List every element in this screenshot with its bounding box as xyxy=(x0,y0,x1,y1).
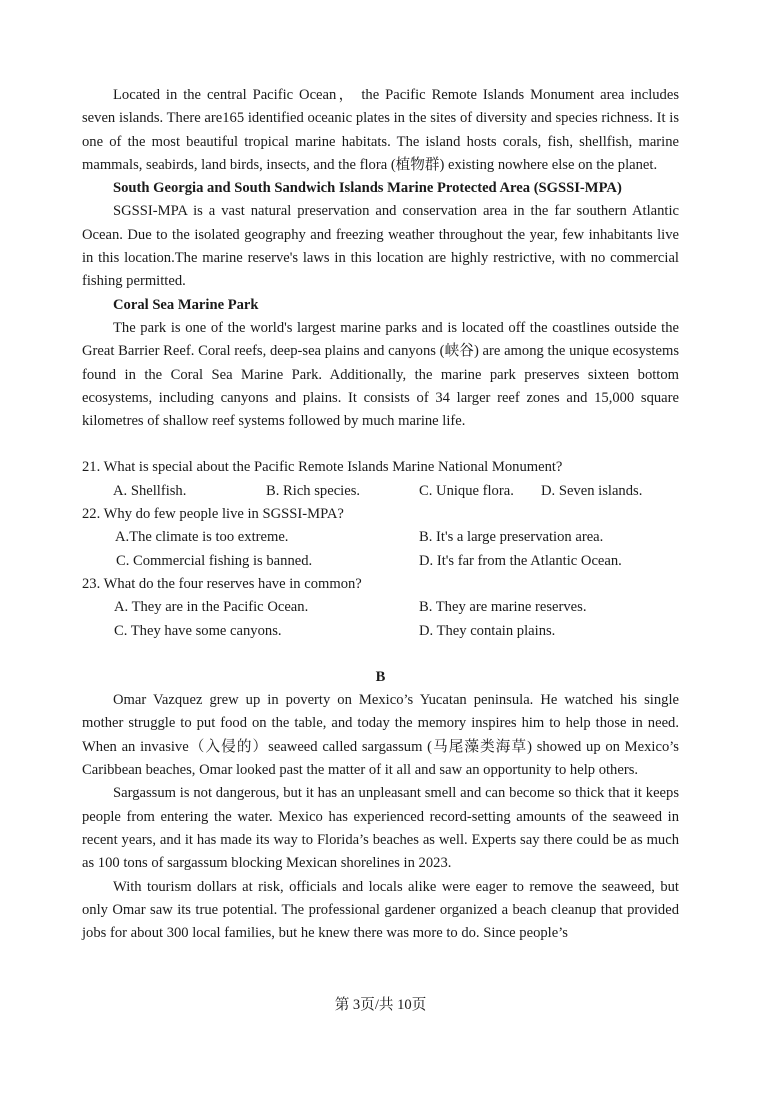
question-21 xyxy=(82,456,679,479)
passage-b-paragraph-1: Omar Vazquez grew up in poverty on Mexico’s Yucatan peninsula. He watched his single mother struggle to put food on the table, and today the memory inspires him to help those in need. When an invasive（入侵的）seaweed called sargassum (马尾藻类海草) showed up on Mexico’s Caribbean beaches, Omar looked past the matter of it all and saw an opportunity to help others. xyxy=(82,692,679,779)
spacer xyxy=(82,433,679,456)
question-22-options-row1 xyxy=(82,526,679,549)
passage-a-intro: Located in the central Pacific Ocean， the Pacific Remote Islands Monument area includes seven islands. There are165 identified oceanic plates in the sites of diversity and species richness. It is one of the most beautiful tropical marine habitats. The island hosts corals, fish, shellfish, marine mammals, seabirds, land birds, insects, and the flora (植物群) existing nowhere else on the planet. xyxy=(82,87,679,173)
option-d: D. Seven islands. xyxy=(541,482,643,499)
spacer xyxy=(82,643,679,666)
passage-b-label: B xyxy=(375,668,386,685)
option-b: B. They are marine reserves. xyxy=(419,599,587,616)
question-22-options-row2 xyxy=(82,550,679,573)
question-21-options xyxy=(82,480,679,503)
option-c: C. Commercial fishing is banned. xyxy=(116,552,313,569)
section-heading-coral-sea: Coral Sea Marine Park xyxy=(113,296,259,313)
question-text: Why do few people live in SGSSI-MPA? xyxy=(103,506,344,523)
passage-b-paragraph-3: With tourism dollars at risk, officials and locals alike were eager to remove the seaweed, but only Omar saw its true potential. The professional gardener organized a beach cleanup that provided jobs for about 300 local families, but he knew there was more to do. Since people’s xyxy=(82,878,679,942)
option-a: A. Shellfish. xyxy=(113,482,187,499)
question-number: 21. xyxy=(82,459,101,476)
question-23-options-row2 xyxy=(82,620,679,643)
option-c: C. Unique flora. xyxy=(419,482,514,499)
option-a: A. They are in the Pacific Ocean. xyxy=(114,599,309,616)
option-c: C. They have some canyons. xyxy=(114,622,282,639)
question-23-options-row1 xyxy=(82,596,679,619)
question-22 xyxy=(82,503,679,526)
option-b: B. It's a large preservation area. xyxy=(419,529,604,546)
section-body-sgssi: SGSSI-MPA is a vast natural preservation and conservation area in the far southern Atlantic Ocean. Due to the isolated geography and freezing weather throughout the year, few inhabitants live in this location.The marine reserve's laws in this location are highly restrictive, with no commercial fishing permitted. xyxy=(82,203,679,290)
question-number: 22. xyxy=(82,506,101,523)
option-b: B. Rich species. xyxy=(266,482,361,499)
page-footer: 第 3页/共 10页 xyxy=(334,997,427,1013)
document-page xyxy=(82,84,679,945)
option-d: D. They contain plains. xyxy=(419,622,556,639)
question-text: What is special about the Pacific Remote Islands Marine National Monument? xyxy=(103,459,563,476)
section-body-coral-sea: The park is one of the world's largest marine parks and is located off the coastlines outside the Great Barrier Reef. Coral reefs, deep-sea plains and canyons (峡谷) are among the unique ecosystems found in the Coral Sea Marine Park. Additionally, the marine park preserves sixteen bottom ecosystems, including canyons and plains. It consists of 34 larger reef zones and 15,000 square kilometres of shallow reef systems followed by much marine life. xyxy=(82,319,679,430)
option-a: A.The climate is too extreme. xyxy=(115,529,289,546)
section-heading-sgssi: South Georgia and South Sandwich Islands Marine Protected Area (SGSSI-MPA) xyxy=(113,180,622,197)
question-number: 23. xyxy=(82,575,101,592)
question-23 xyxy=(82,573,679,596)
question-text: What do the four reserves have in common? xyxy=(103,575,362,592)
option-d: D. It's far from the Atlantic Ocean. xyxy=(419,552,622,569)
passage-b-paragraph-2: Sargassum is not dangerous, but it has an unpleasant smell and can become so thick that it keeps people from entering the water. Mexico has experienced record-setting amounts of the seaweed in recent years, and it has made its way to Florida’s beaches as well. Experts say there could be as much as 100 tons of sargassum blocking Mexican shorelines in 2023. xyxy=(82,785,679,872)
